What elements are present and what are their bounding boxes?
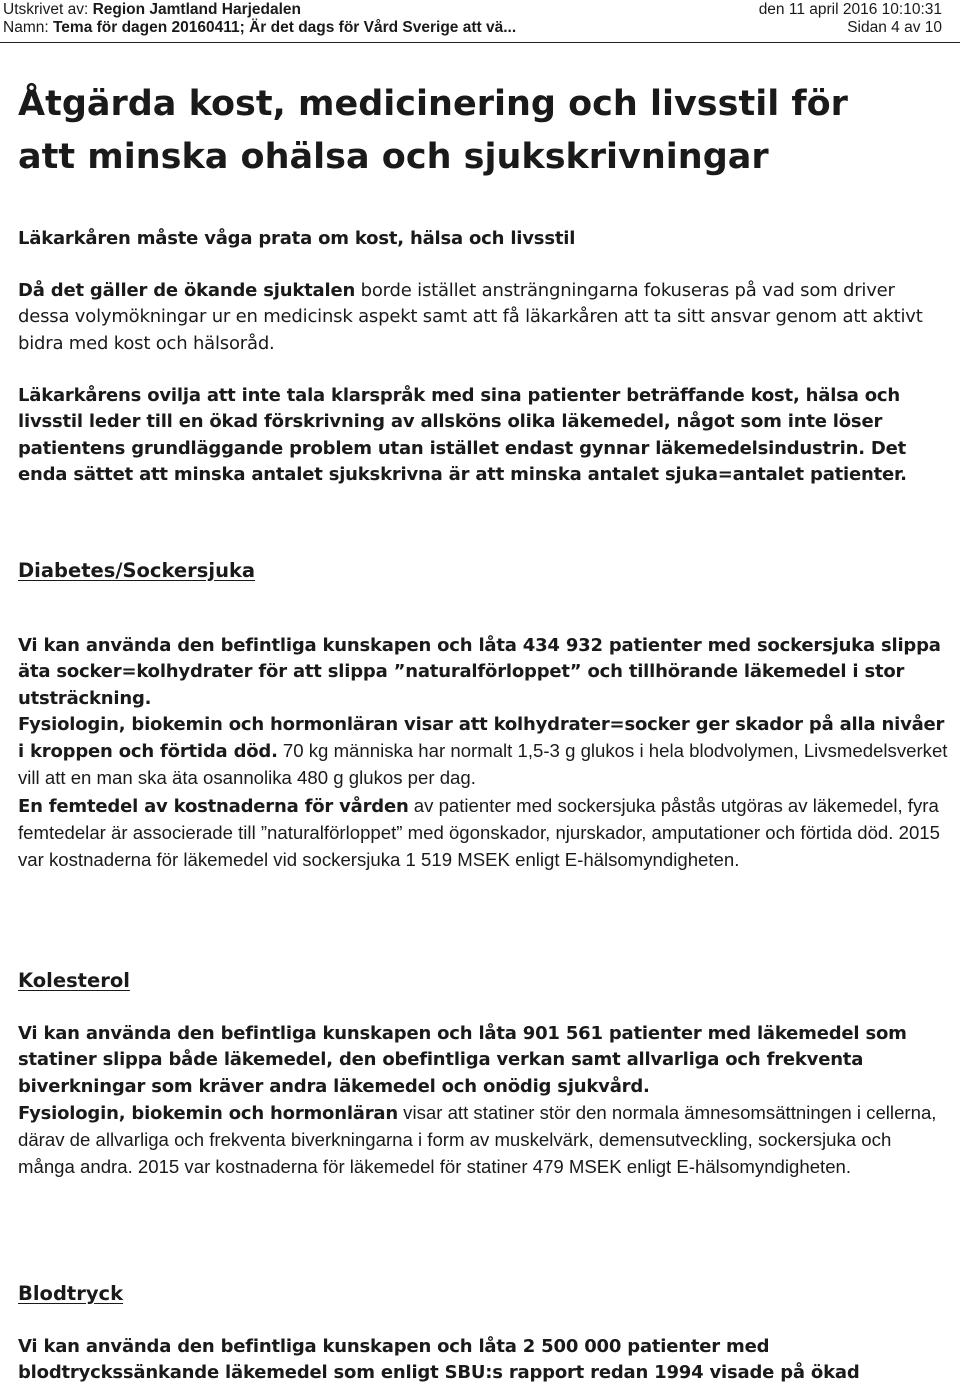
diabetes-paragraph [18,633,948,875]
intro-paragraph-1 [18,278,948,357]
document-name: Tema för dagen 20160411; Är det dags för Vård Sverige att vä... [52,19,517,36]
diabetes-bold-1: Vi kan använda den befintliga kunskapen och låta 434 932 patienter med sockersjuka slippa äta socker=kolhydrater för att slippa ”naturalförloppet” och tillhörande läkemedel i stor utsträckning. [18,635,941,709]
diabetes-text-1: 70 kg människa har normalt 1,5-3 g glukos i hela blodvolymen, Livsmedelsverket vill att en man ska äta osannolika 480 g glukos per dag. [18,740,948,789]
kolesterol-paragraph [18,1021,948,1182]
print-datetime [759,0,942,20]
printed-by-value: Region Jamtland Harjedalen [92,1,302,18]
blodtryck-paragraph [18,1334,948,1387]
intro-p1-bold: Då det gäller de ökande sjuktalen [18,280,356,301]
print-header-row-2 [3,18,952,38]
title-line-2: att minska ohälsa och sjukskrivningar [18,137,769,177]
page-indicator: Sidan 4 av 10 [847,19,942,36]
kolesterol-bold-2: Fysiologin, biokemin och hormonläran [18,1102,398,1124]
blodtryck-bold-1: Vi kan använda den befintliga kunskapen och låta 2 500 000 patienter med blodtryckssänkande läkemedel som enligt SBU:s rapport redan 1994 visade på ökad [18,1336,860,1384]
diabetes-bold-3: En femtedel av kostnaderna för vården [18,795,409,817]
page-title [18,78,948,184]
diabetes-bold-2: Fysiologin, biokemin och hormonläran visar att kolhydrater=socker ger skador på alla nivåer i kroppen och förtida död. [18,713,945,763]
intro-subtitle-text: Läkarkåren måste våga prata om kost, hälsa och livsstil [18,228,576,249]
diabetes-heading: Diabetes/Sockersjuka [18,559,256,582]
kolesterol-text-1: visar att statiner stör den normala ämnesomsättningen i cellerna, därav de allvarliga och frekventa biverkningarna i form av muskelvärk, demensutveckling, sockersjuka och många andra. 2015 var kostnaderna för läkemedel för statiner 479 MSEK enligt E-hälsomyndigheten. [18,1101,937,1178]
title-line-1: Åtgärda kost, medicinering och livsstil för [18,84,848,124]
header-divider [0,42,960,43]
blodtryck-heading: Blodtryck [18,1282,124,1305]
print-time: 10:10:31 [881,1,942,18]
intro-subtitle [18,226,948,252]
intro-paragraph-2 [18,383,948,488]
diabetes-text-2: av patienter med sockersjuka påstås utgöras av läkemedel, fyra femtedelar är associerade till ”naturalförloppet” med ögonskador, njurskador, amputationer och förtida död. 2015 var kostnaderna för läkemedel vid sockersjuka 1 519 MSEK enligt E-hälsomyndigheten. [18,794,940,871]
name-label: Namn: [3,19,49,36]
print-header-row-1 [3,0,952,20]
kolesterol-heading: Kolesterol [18,969,130,992]
print-date: den 11 april 2016 [758,1,878,18]
intro-p1-text: borde istället ansträngningarna fokuseras på vad som driver dessa volymökningar ur en medicinsk aspekt samt att få läkarkåren att ta sitt ansvar genom att aktivt bidra med kost och hälsoråd. [18,280,923,354]
print-header [0,0,960,44]
kolesterol-bold-1: Vi kan använda den befintliga kunskapen och låta 901 561 patienter med läkemedel som statiner slippa både läkemedel, den obefintliga verkan samt allvarliga och frekventa biverkningar som kräver andra läkemedel och onödig sjukvård. [18,1023,907,1097]
intro-p2-text: Läkarkårens ovilja att inte tala klarspråk med sina patienter beträffande kost, hälsa och livsstil leder till en ökad förskrivning av allsköns olika läkemedel, något som inte löser patientens grundläggande problem utan istället endast gynnar läkemedelsindustrin. Det enda sättet att minska antalet sjukskrivna är att minska antalet sjuka=antalet patienter. [18,385,907,485]
printed-by-label: Utskrivet av: [3,1,89,18]
